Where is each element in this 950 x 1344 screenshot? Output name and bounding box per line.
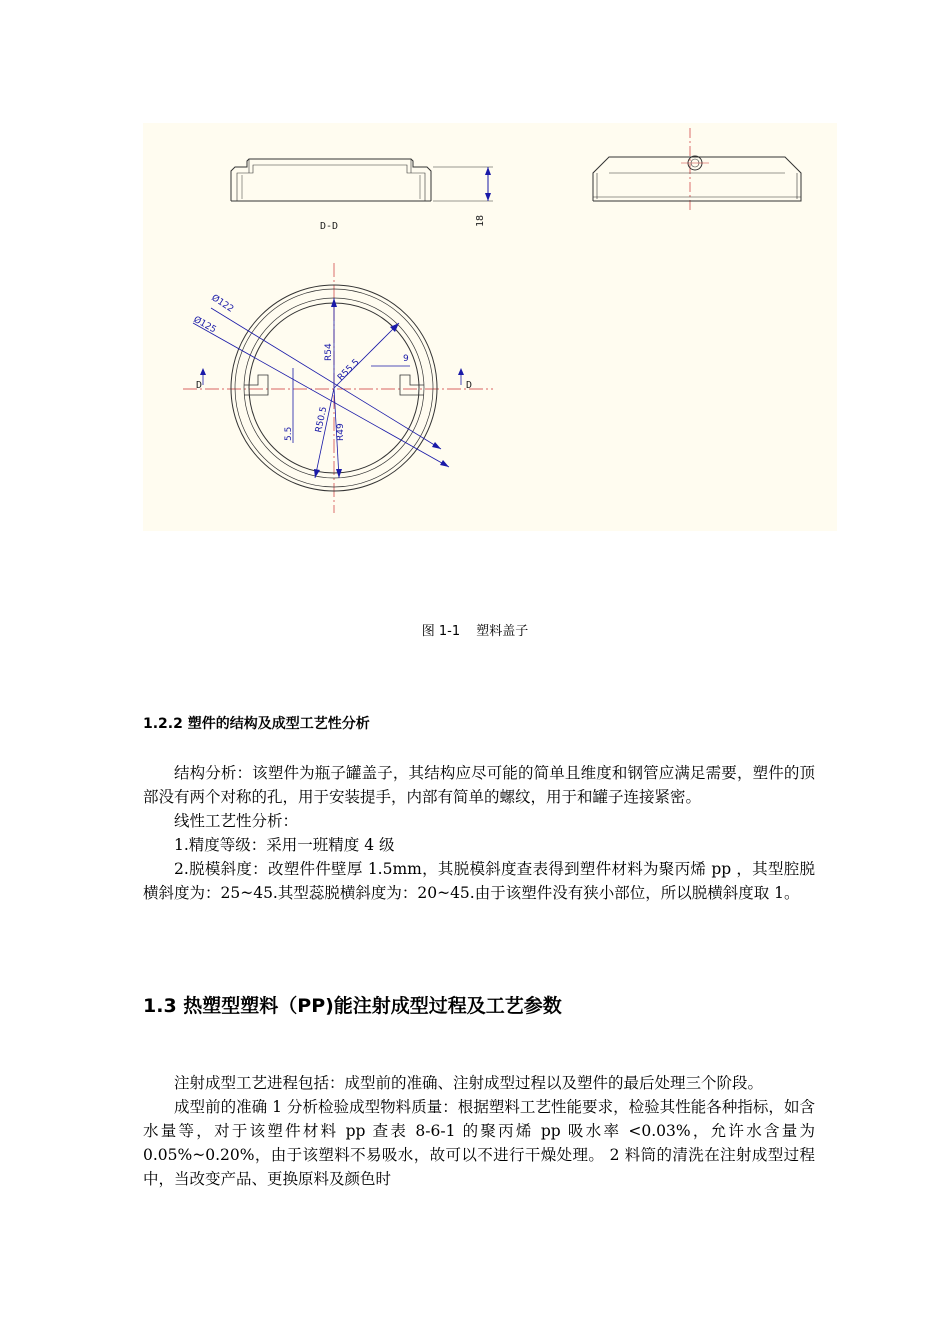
section-view <box>231 159 493 201</box>
figure-number: 图 1-1 <box>421 624 461 639</box>
diameter-125-label: Ø125 <box>191 314 218 336</box>
height-5-5-label: 5.5 <box>284 426 294 441</box>
cut-marker-right: D <box>466 380 473 391</box>
paragraph: 结构分析：该塑件为瓶子罐盖子，其结构应尽可能的简单且维度和钢管应满足需要，塑件的顶部没有两个对称的孔，用于安装提手，内部有简单的螺纹，用于和罐子连接紧密。 <box>143 764 815 806</box>
radius-55-label: R55.5 <box>336 357 362 384</box>
paragraph: 注射成型工艺进程包括：成型前的准确、注射成型过程以及塑件的最后处理三个阶段。 <box>174 1074 764 1092</box>
height-dim-label: 18 <box>475 214 486 227</box>
section-body-1-3 <box>143 1071 815 1191</box>
plan-view <box>183 263 493 513</box>
figure-caption <box>0 620 950 639</box>
paragraph: 成型前的准确 1 分析检验成型物料质量：根据塑料工艺性能要求，检验其性能各种指标，如含水量等，对于该塑件材料 pp 查表 8-6-1 的聚丙烯 pp 吸水率 <0.03%，允许水含量为 0.05%~0.20%，由于该塑料不易吸水，故可以不进行干燥处理。 2 料筒的清洗在注射成型过程中，当改变产品、更换原料及颜色时 <box>143 1098 815 1188</box>
radius-50-label: R50.5 <box>314 405 330 434</box>
cad-drawing <box>143 123 837 531</box>
paragraph: 线性工艺性分析： <box>174 812 299 830</box>
section-heading-1-2-2: 1.2.2 塑件的结构及成型工艺性分析 <box>143 716 370 732</box>
radius-49-label: R49 <box>336 423 346 441</box>
paragraph: 1.精度等级：采用一班精度 4 级 <box>174 836 395 854</box>
section-heading-1-3: 1.3 热塑型塑料（PP)能注射成型过程及工艺参数 <box>143 995 562 1017</box>
figure-title: 塑料盖子 <box>476 624 529 639</box>
radius-54-label: R54 <box>324 343 334 361</box>
cut-marker-left: D <box>196 380 203 391</box>
section-body-1-2-2 <box>143 761 815 905</box>
width-9-label: 9 <box>403 354 409 364</box>
paragraph: 2.脱模斜度：改塑件件壁厚 1.5mm，其脱模斜度查表得到塑件材料为聚丙烯 pp ，其型腔脱横斜度为：25~45.其型蕊脱横斜度为：20~45.由于该塑件没有狭小部位，所以脱横斜度取 1。 <box>143 860 815 902</box>
technical-drawing-figure <box>143 123 837 531</box>
side-view <box>593 128 801 211</box>
diameter-122-label: Ø122 <box>209 293 236 315</box>
section-label: D-D <box>320 221 339 232</box>
